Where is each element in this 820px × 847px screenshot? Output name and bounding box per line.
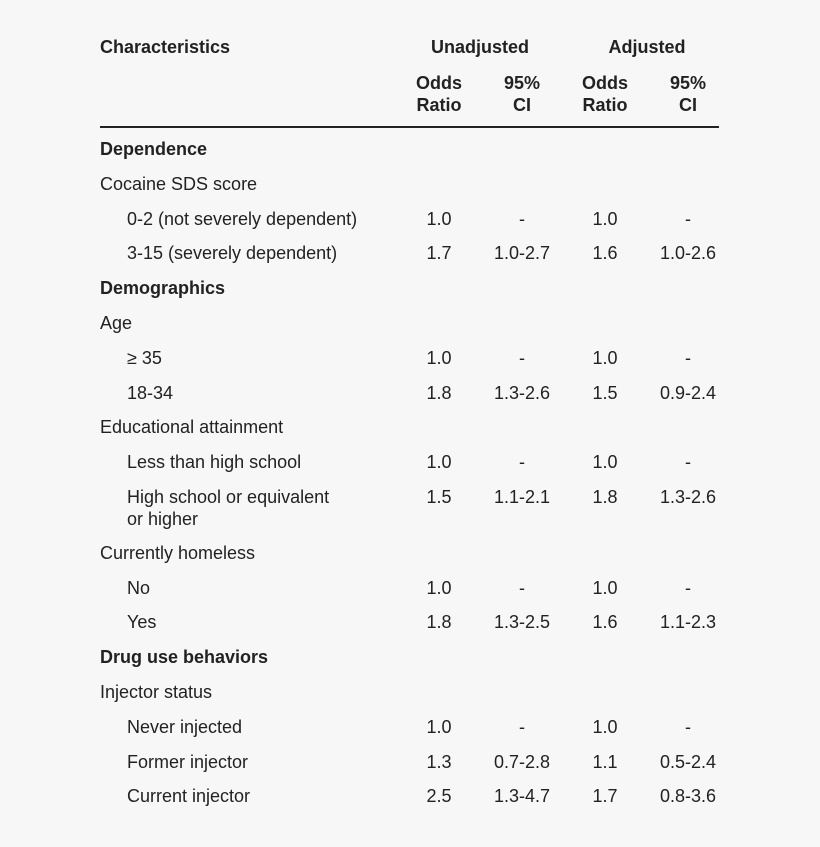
adjusted-ci-cell: 0.9-2.4 — [659, 382, 717, 403]
unadjusted-odds-ratio-cell: 1.3 — [426, 751, 452, 772]
unadjusted-odds-ratio-cell: 1.0 — [426, 577, 452, 598]
unadjusted-ci-cell: 1.1-2.1 — [493, 487, 551, 507]
table-header-sub — [0, 72, 820, 116]
adjusted-odds-ratio-cell: 1.0 — [592, 347, 618, 368]
row-label: Current injector — [127, 786, 251, 807]
adjusted-ci-cell: 0.5-2.4 — [659, 751, 717, 772]
header-unadjusted-ci: 95% CI — [503, 73, 541, 115]
unadjusted-odds-ratio-cell: 1.8 — [426, 612, 452, 633]
adjusted-odds-ratio-cell: 1.6 — [592, 612, 618, 633]
adjusted-odds-ratio-cell: 1.0 — [592, 208, 618, 229]
adjusted-odds-ratio-cell: 1.0 — [592, 716, 618, 737]
unadjusted-ci-cell: 1.3-4.7 — [493, 786, 551, 807]
unadjusted-odds-ratio-cell: 2.5 — [426, 786, 452, 807]
unadjusted-ci-cell: - — [519, 452, 525, 473]
adjusted-ci-cell: - — [685, 347, 691, 368]
header-divider — [100, 126, 719, 128]
row-label: Former injector — [127, 751, 249, 772]
unadjusted-odds-ratio-cell: 1.8 — [426, 382, 452, 403]
row-label: Never injected — [127, 716, 243, 737]
unadjusted-ci-cell: 0.7-2.8 — [493, 751, 551, 772]
adjusted-odds-ratio-cell: 1.8 — [592, 487, 618, 507]
adjusted-ci-cell: - — [685, 716, 691, 737]
adjusted-odds-ratio-cell: 1.5 — [592, 382, 618, 403]
unadjusted-odds-ratio-cell: 1.0 — [426, 452, 452, 473]
row-label: Cocaine SDS score — [100, 173, 258, 194]
adjusted-odds-ratio-cell: 1.1 — [592, 751, 618, 772]
unadjusted-ci-cell: - — [519, 347, 525, 368]
row-label: Yes — [127, 612, 157, 633]
row-label: ≥ 35 — [127, 347, 162, 368]
row-label: Injector status — [100, 682, 213, 702]
header-unadjusted: Unadjusted — [430, 37, 529, 57]
row-label: 3-15 (severely dependent) — [127, 243, 338, 264]
unadjusted-odds-ratio-cell: 1.5 — [426, 487, 452, 507]
unadjusted-ci-cell: 1.3-2.6 — [493, 382, 551, 403]
row-label: 18-34 — [127, 382, 174, 403]
row-label: Demographics — [100, 278, 226, 299]
unadjusted-odds-ratio-cell: 1.0 — [426, 347, 452, 368]
row-label: Less than high school — [127, 452, 302, 473]
adjusted-ci-cell: - — [685, 208, 691, 229]
header-adjusted: Adjusted — [608, 37, 686, 57]
header-unadjusted-odds-ratio: Odds Ratio — [415, 73, 462, 115]
adjusted-ci-cell: 1.3-2.6 — [659, 487, 717, 507]
row-label: 0-2 (not severely dependent) — [127, 208, 358, 229]
header-adjusted-ci: 95% CI — [669, 73, 707, 115]
unadjusted-odds-ratio-cell: 1.0 — [426, 208, 452, 229]
header-characteristics: Characteristics — [100, 37, 231, 57]
adjusted-odds-ratio-cell: 1.7 — [592, 786, 618, 807]
adjusted-odds-ratio-cell: 1.6 — [592, 243, 618, 264]
row-label: Educational attainment — [100, 417, 284, 438]
adjusted-odds-ratio-cell: 1.0 — [592, 452, 618, 473]
unadjusted-ci-cell: - — [519, 577, 525, 598]
adjusted-ci-cell: 1.1-2.3 — [659, 612, 717, 633]
adjusted-ci-cell: - — [685, 452, 691, 473]
row-label: Drug use behaviors — [100, 647, 269, 668]
adjusted-ci-cell: 0.8-3.6 — [659, 786, 717, 807]
adjusted-ci-cell: - — [685, 577, 691, 598]
unadjusted-ci-cell: 1.0-2.7 — [493, 243, 551, 264]
header-adjusted-odds-ratio: Odds Ratio — [581, 73, 628, 115]
row-label: Currently homeless — [100, 542, 256, 563]
adjusted-odds-ratio-cell: 1.0 — [592, 577, 618, 598]
unadjusted-ci-cell: 1.3-2.5 — [493, 612, 551, 633]
unadjusted-ci-cell: - — [519, 208, 525, 229]
row-label: High school or equivalent or higher — [127, 487, 330, 529]
adjusted-ci-cell: 1.0-2.6 — [659, 243, 717, 264]
row-label: No — [127, 577, 151, 598]
unadjusted-odds-ratio-cell: 1.0 — [426, 716, 452, 737]
row-label: Dependence — [100, 139, 208, 159]
unadjusted-ci-cell: - — [519, 716, 525, 737]
row-label: Age — [100, 313, 133, 333]
unadjusted-odds-ratio-cell: 1.7 — [426, 243, 452, 264]
